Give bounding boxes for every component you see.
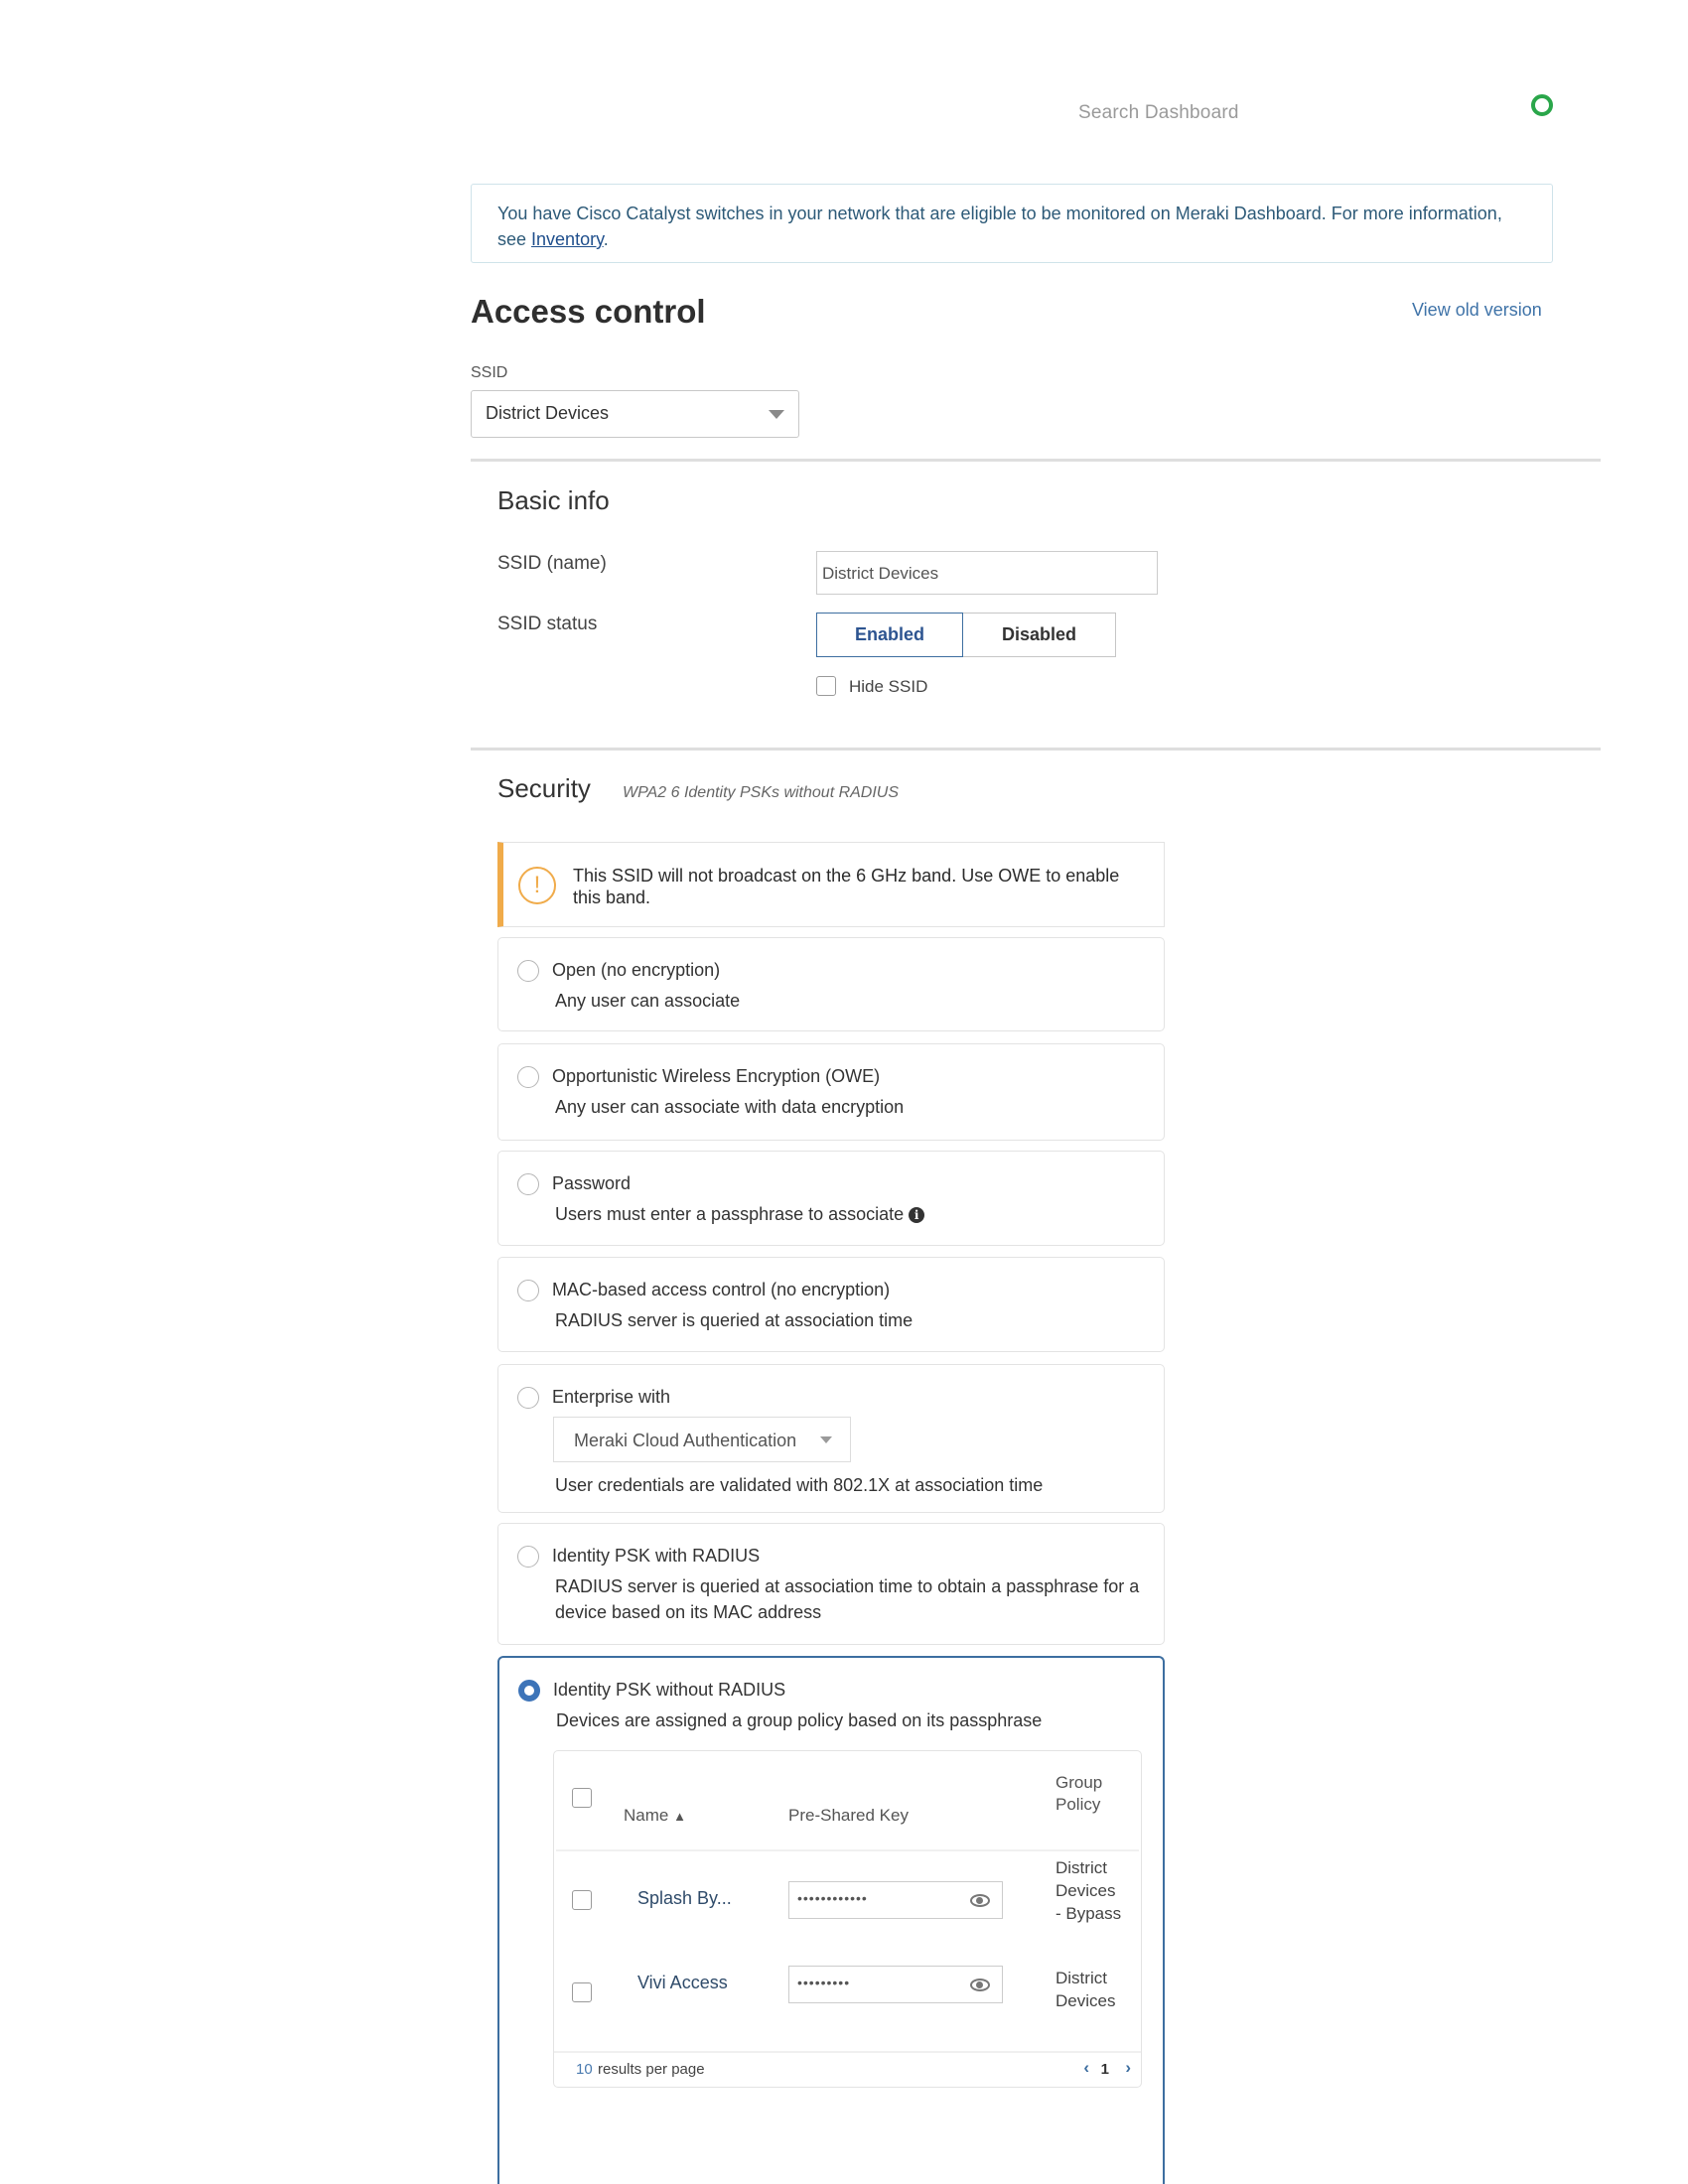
psk-input[interactable]	[788, 1966, 1003, 2003]
warning-text: This SSID will not broadcast on the 6 GHz band. Use OWE to enable this band.	[573, 866, 1120, 907]
page-title: Access control	[471, 293, 706, 330]
ssid-status-enabled-button[interactable]: Enabled	[816, 613, 963, 657]
psk-input[interactable]	[788, 1881, 1003, 1919]
radio-ipsk-radius[interactable]	[517, 1546, 539, 1568]
psk-value: ••••••••••••	[797, 1890, 868, 1906]
option-desc: Devices are assigned a group policy based on its passphrase	[556, 1710, 1043, 1730]
ssid-name-label: SSID (name)	[497, 553, 607, 574]
ssid-name-input[interactable]: District Devices	[816, 551, 1158, 595]
radio-enterprise[interactable]	[517, 1387, 539, 1409]
chevron-left-icon[interactable]: ‹	[1083, 2058, 1089, 2077]
ssid-select[interactable]	[471, 390, 799, 438]
results-per-page-select[interactable]: 10	[576, 2061, 593, 2078]
status-ring-icon	[1531, 94, 1553, 116]
psk-name-link[interactable]: Splash By...	[637, 1888, 732, 1908]
column-header-name[interactable]: Name ▲	[624, 1806, 686, 1825]
option-desc: User credentials are validated with 802.1X at association time	[555, 1475, 1044, 1495]
hide-ssid-label: Hide SSID	[849, 677, 928, 696]
option-desc: Any user can associate	[555, 991, 741, 1011]
chevron-down-icon	[820, 1436, 832, 1443]
divider	[471, 459, 1601, 462]
group-policy-value: District Devices	[1055, 1969, 1116, 2010]
option-desc: RADIUS server is queried at association time	[555, 1310, 914, 1330]
results-per-page-label: results per page	[598, 2061, 705, 2078]
option-title: MAC-based access control (no encryption)	[552, 1280, 891, 1299]
radio-open[interactable]	[517, 960, 539, 982]
divider	[471, 748, 1601, 751]
enterprise-auth-select[interactable]	[553, 1417, 851, 1462]
security-option-ipsk-radius[interactable]	[497, 1523, 1165, 1645]
select-all-checkbox[interactable]	[572, 1788, 592, 1808]
option-desc: Any user can associate with data encryption	[555, 1097, 905, 1117]
security-summary: WPA2 6 Identity PSKs without RADIUS	[623, 784, 900, 801]
info-icon[interactable]: i	[909, 1207, 924, 1223]
option-title: Password	[552, 1173, 632, 1193]
ssid-select-label: SSID	[471, 364, 508, 381]
inventory-link[interactable]: Inventory	[531, 229, 604, 249]
option-title: Open (no encryption)	[552, 960, 721, 980]
sort-ascending-icon: ▲	[673, 1809, 686, 1824]
identity-psk-table	[553, 1750, 1142, 2088]
ssid-status-label: SSID status	[497, 614, 598, 634]
option-title: Identity PSK without RADIUS	[553, 1680, 786, 1700]
option-title: Opportunistic Wireless Encryption (OWE)	[552, 1066, 881, 1086]
hide-ssid-checkbox[interactable]	[816, 676, 836, 696]
option-title: Enterprise with	[552, 1387, 671, 1407]
security-option-mac-based[interactable]	[497, 1257, 1165, 1352]
radio-mac-based[interactable]	[517, 1280, 539, 1301]
chevron-down-icon	[769, 410, 784, 419]
search-dashboard-input[interactable]: Search Dashboard	[1078, 102, 1239, 123]
security-title: Security	[497, 773, 591, 803]
radio-ipsk-no-radius[interactable]	[518, 1680, 540, 1702]
group-policy-value: District Devices - Bypass	[1055, 1858, 1122, 1923]
psk-value: •••••••••	[797, 1975, 851, 1990]
warning-icon: !	[518, 867, 556, 904]
psk-name-link[interactable]: Vivi Access	[637, 1973, 728, 1992]
basic-info-title: Basic info	[497, 485, 610, 515]
chevron-right-icon[interactable]: ›	[1125, 2058, 1131, 2077]
row-checkbox[interactable]	[572, 1982, 592, 2002]
banner-suffix: .	[603, 229, 609, 249]
view-old-version-link[interactable]: View old version	[1412, 300, 1542, 320]
ssid-select-value: District Devices	[486, 403, 610, 423]
security-option-enterprise[interactable]	[497, 1364, 1165, 1513]
6ghz-warning-alert	[497, 842, 1165, 927]
enterprise-auth-value: Meraki Cloud Authentication	[574, 1431, 797, 1450]
column-header-psk: Pre-Shared Key	[788, 1806, 909, 1825]
current-page: 1	[1100, 2061, 1109, 2078]
show-password-eye-icon[interactable]	[970, 1979, 990, 1991]
radio-password[interactable]	[517, 1173, 539, 1195]
banner-text: You have Cisco Catalyst switches in your network that are eligible to be monitored on Meraki Dashboard. For more information, see	[497, 204, 1502, 249]
table-pagination	[554, 2051, 1141, 2087]
row-divider	[556, 1849, 1139, 1851]
catalyst-info-banner	[471, 184, 1553, 263]
row-checkbox[interactable]	[572, 1890, 592, 1910]
security-option-owe[interactable]	[497, 1043, 1165, 1141]
ssid-status-disabled-button[interactable]: Disabled	[963, 613, 1116, 657]
column-header-group-policy: Group Policy	[1055, 1773, 1103, 1814]
show-password-eye-icon[interactable]	[970, 1894, 990, 1907]
option-desc: RADIUS server is queried at association time to obtain a passphrase for a device based on its MAC address	[555, 1576, 1140, 1622]
radio-owe[interactable]	[517, 1066, 539, 1088]
option-title: Identity PSK with RADIUS	[552, 1546, 761, 1566]
option-desc: Users must enter a passphrase to associate	[555, 1204, 905, 1224]
security-option-password[interactable]	[497, 1151, 1165, 1246]
security-option-open[interactable]	[497, 937, 1165, 1031]
